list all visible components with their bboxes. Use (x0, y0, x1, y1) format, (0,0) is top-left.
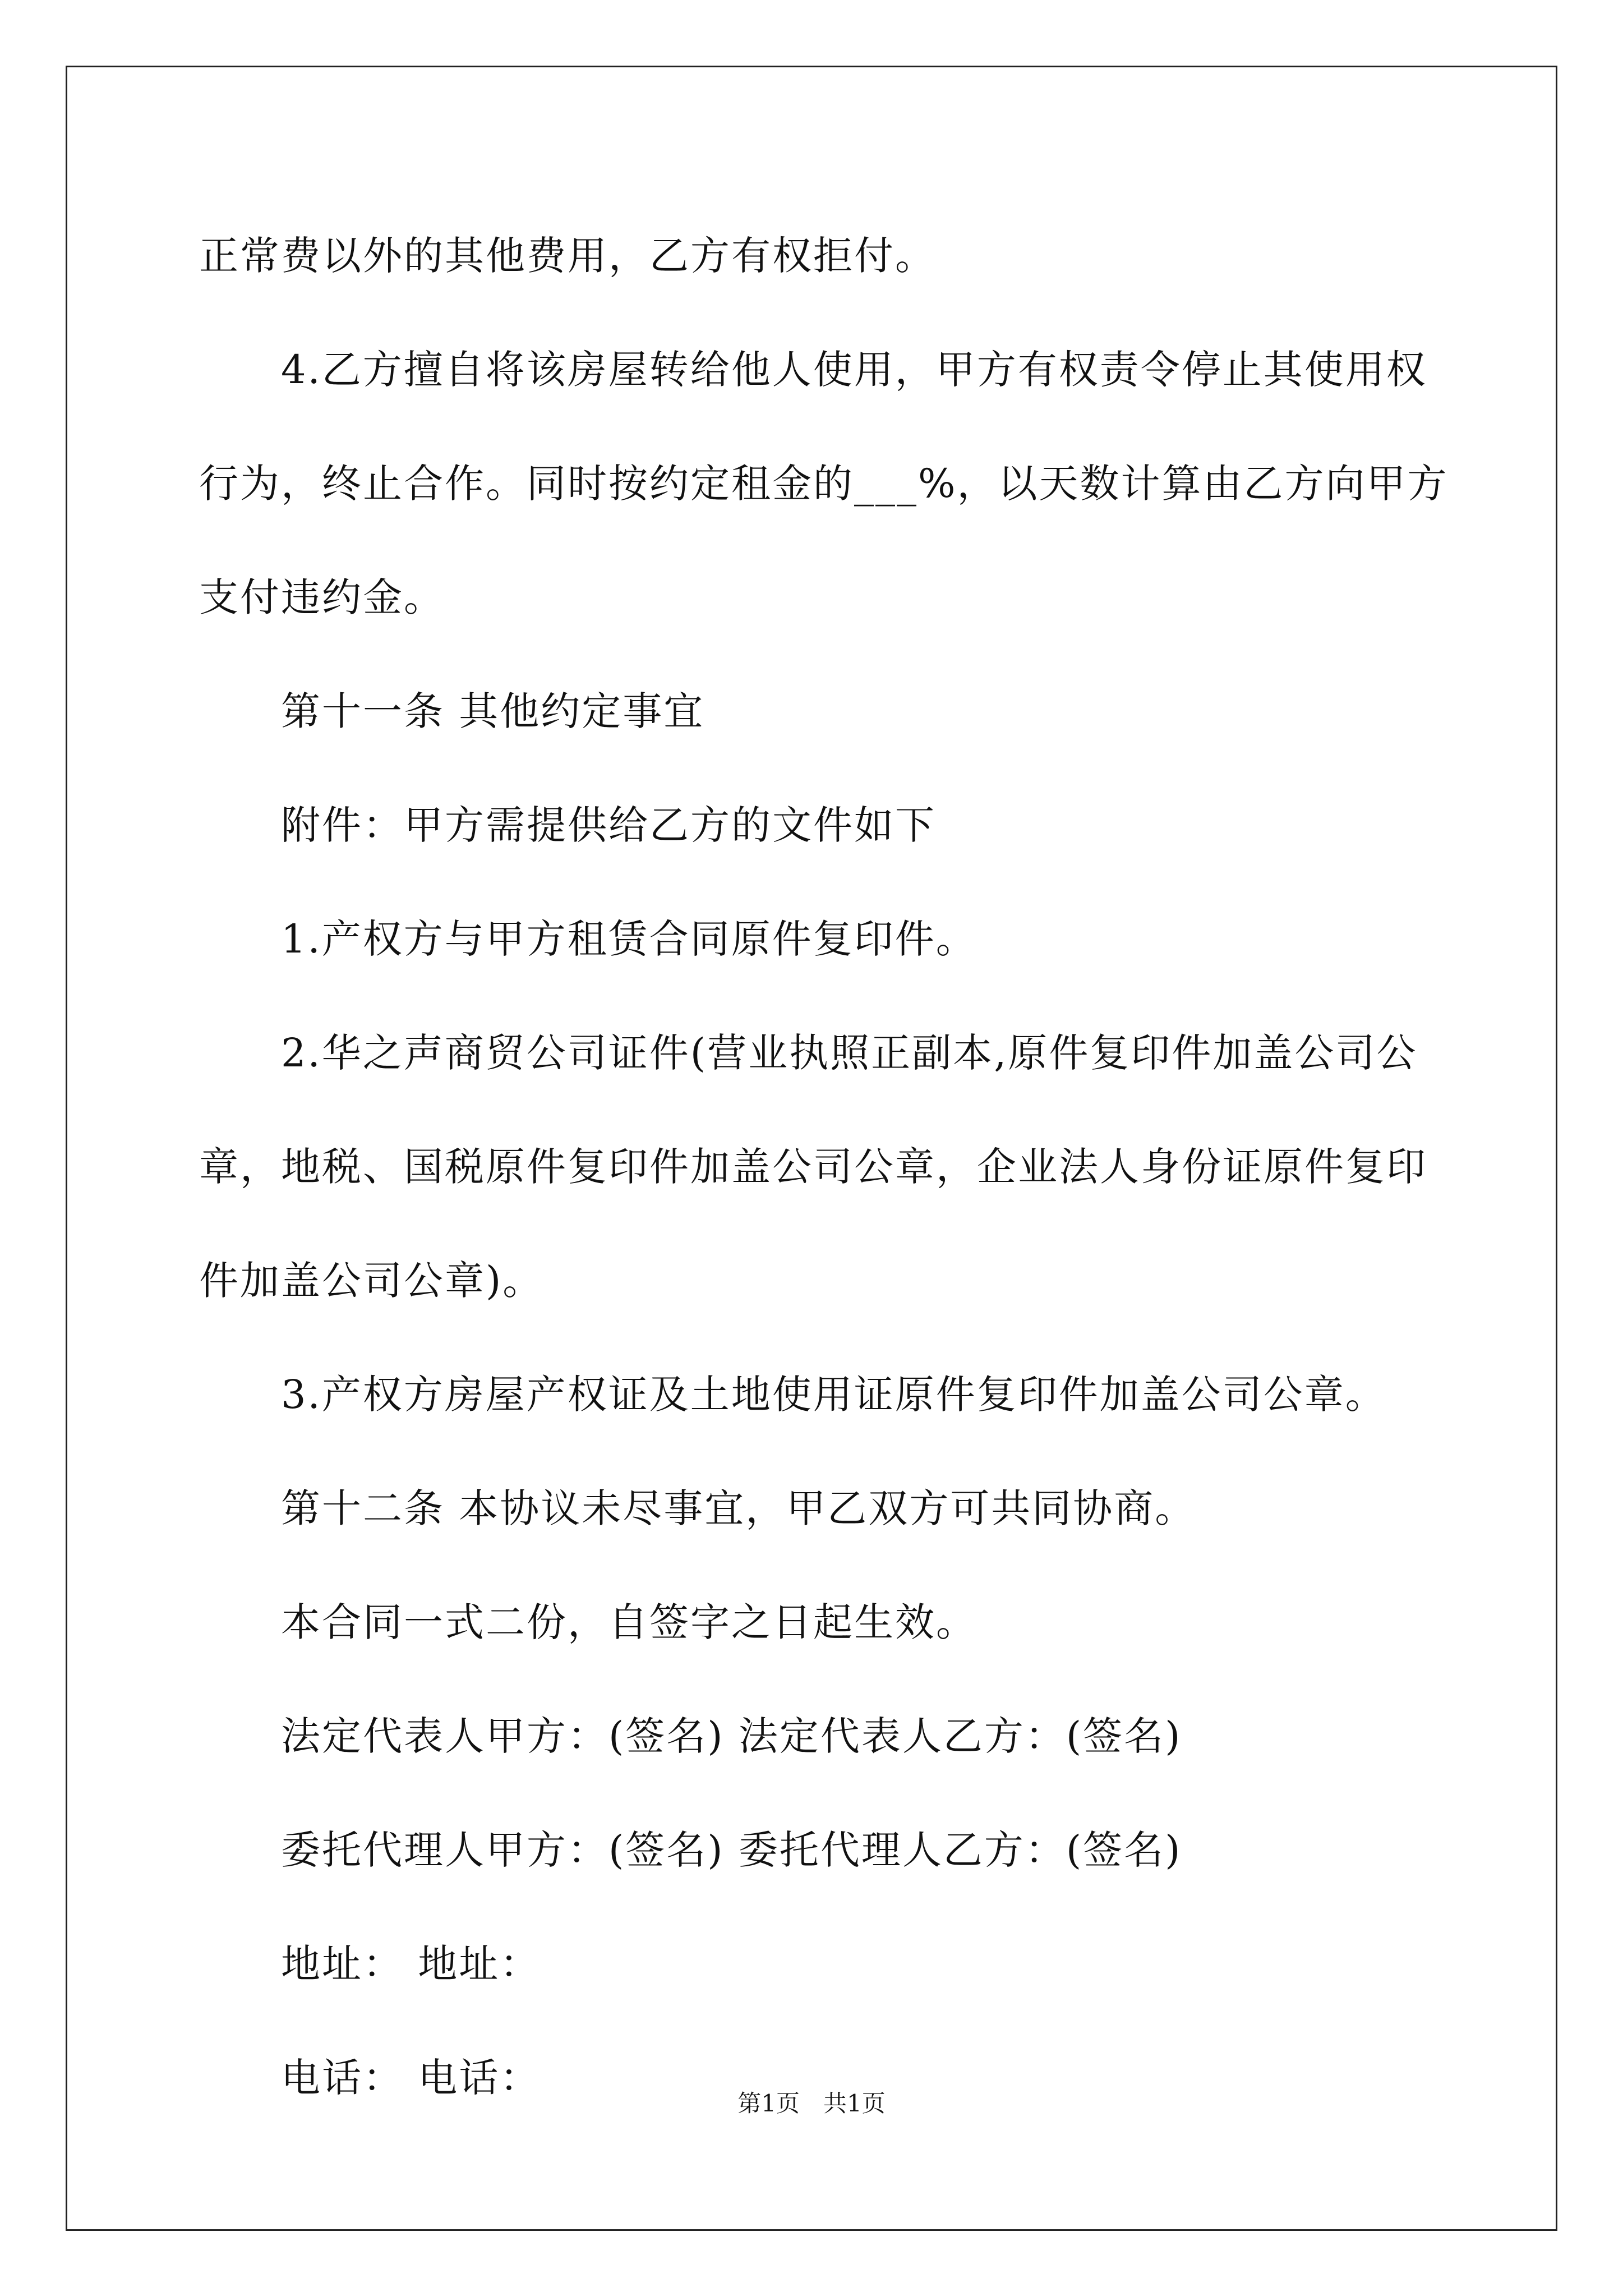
list-item: 2.华之声商贸公司证件(营业执照正副本,原件复印件加盖公司公 (281, 1030, 1418, 1076)
address-line: 地址： 地址： (281, 1941, 541, 1987)
paragraph: 附件：甲方需提供给乙方的文件如下 (281, 802, 936, 848)
page-footer: 第1页 共1页 (737, 2090, 886, 2117)
paragraph: 正常费以外的其他费用，乙方有权拒付。 (199, 233, 936, 279)
paragraph: 本合同一式二份，自签字之日起生效。 (281, 1599, 977, 1645)
paragraph: 章，地税、国税原件复印件加盖公司公章，企业法人身份证原件复印 (199, 1144, 1427, 1190)
paragraph: 支付违约金。 (199, 574, 445, 620)
signature-line: 委托代理人甲方：(签名) 委托代理人乙方：(签名) (281, 1827, 1182, 1873)
paragraph: 4.乙方擅自将该房屋转给他人使用，甲方有权责令停止其使用权 (281, 347, 1427, 393)
section-heading: 第十二条 本协议未尽事宜，甲乙双方可共同协商。 (281, 1485, 1196, 1531)
list-item: 1.产权方与甲方租赁合同原件复印件。 (281, 916, 977, 962)
section-heading: 第十一条 其他约定事宜 (281, 688, 705, 734)
paragraph: 件加盖公司公章)。 (199, 1258, 544, 1304)
document-body (199, 199, 1449, 2135)
signature-line: 法定代表人甲方：(签名) 法定代表人乙方：(签名) (281, 1713, 1182, 1759)
list-item: 3.产权方房屋产权证及土地使用证原件复印件加盖公司公章。 (281, 1372, 1386, 1418)
phone-line: 电话： 电话： (281, 2055, 541, 2101)
paragraph: 行为，终止合作。同时按约定租金的___%，以天数计算由乙方向甲方 (199, 461, 1449, 507)
